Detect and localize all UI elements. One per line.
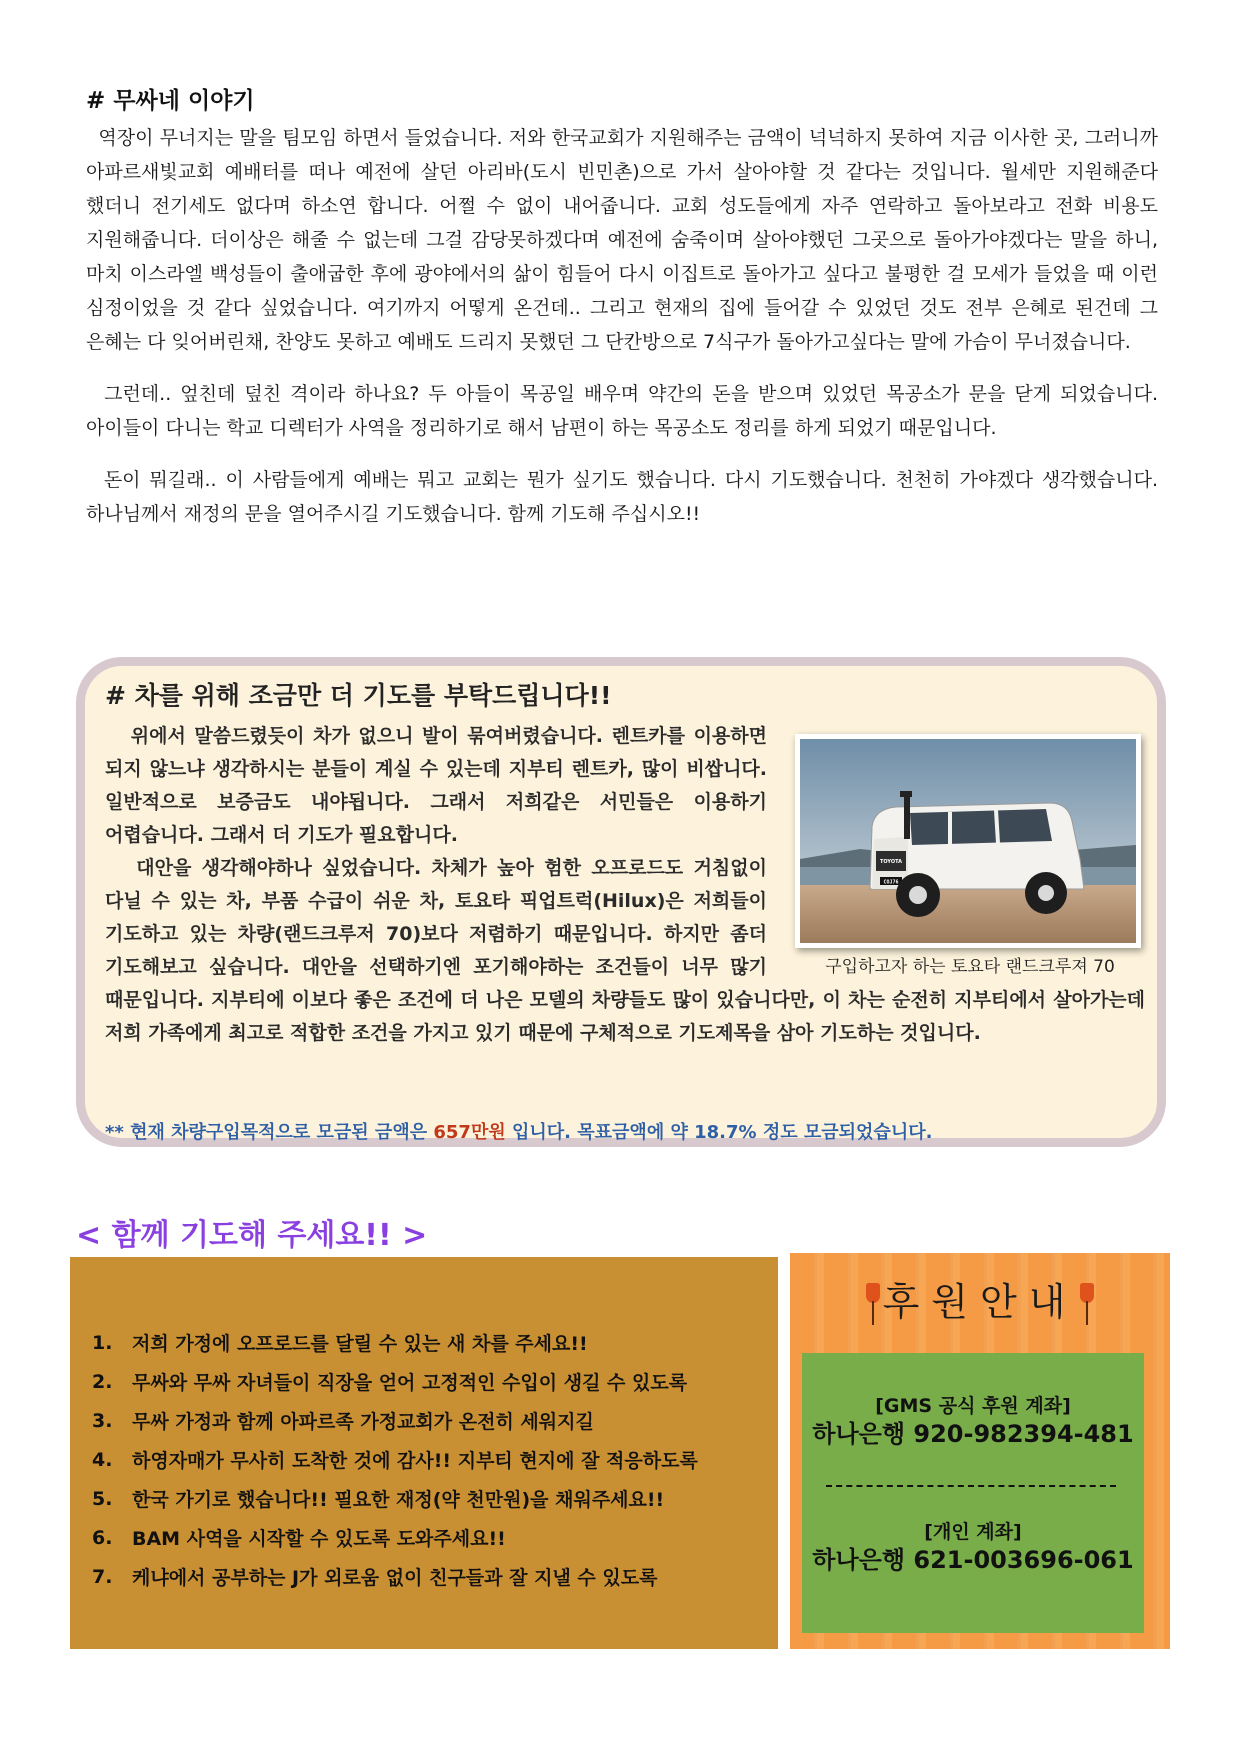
fundraising-status: ** 현재 차량구입목적으로 모금된 금액은 657만원 입니다. 목표금액에 약 18.7% 정도 모금되었습니다.	[105, 1122, 933, 1143]
prayer-item: 3. 무싸 가정과 함께 아파르족 가정교회가 온전히 세워지길	[92, 1409, 594, 1433]
car-paragraph-2: 대안을 생각해야하나 싶었습니다. 차체가 높아 험한 오프로드도 거침없이 다닐 수 있는 차, 부품 수급이 쉬운 차, 토요타 픽업트럭(Hilux)은 저희들이 기도하고 있는 차량(랜드크루저 70)보다 저렴하기 때문입니다. 하지만 좀더 기도해보고 싶습니다. 대안을 선택하기엔 포기해야하는 조건들이 너무 많기 때문입니다. 지부티에 이보다 좋은 조건에 더 나은 모델의 차량들도 많이 있습니다만, 이 차는 순전히 지부티에서 살아가는데 저희 가족에게 최고로 적합한 조건을 가지고 있기 때문에 구체적으로 기도제목을 삼아 기도하는 것입니다.	[105, 857, 1145, 1044]
prayer-item: 1. 저희 가정에 오프로드를 달릴 수 있는 새 차를 주세요!!	[92, 1331, 588, 1355]
story-paragraph-2: 그런데.. 엎친데 덮친 격이라 하나요? 두 아들이 목공일 배우며 약간의 돈을 받으며 있었던 목공소가 문을 닫게 되었습니다. 아이들이 다니는 학교 디렉터가 사역을 정리하기로 해서 남편이 하는 목공소도 정리를 하게 되었기 때문입니다.	[86, 383, 1158, 439]
pushpin-icon	[1077, 1283, 1097, 1327]
prayer-item: 7. 케냐에서 공부하는 J가 외로움 없이 친구들과 잘 지낼 수 있도록	[92, 1565, 658, 1589]
car-prayer-text	[105, 720, 1145, 1050]
prayer-item: 2. 무싸와 무싸 자녀들이 직장을 얻어 고정적인 수입이 생길 수 있도록	[92, 1370, 688, 1394]
personal-account-number: 하나은행 621-003696-061	[812, 1546, 1134, 1574]
story-heading: # 무싸네 이야기	[86, 88, 255, 114]
personal-account	[802, 1519, 1144, 1575]
prayer-item: 4. 하영자매가 무사히 도착한 것에 감사!! 지부티 현지에 잘 적응하도록	[92, 1448, 698, 1472]
car-figure	[795, 734, 1145, 978]
official-account-number: 하나은행 920-982394-481	[812, 1420, 1134, 1448]
prayer-list-box	[70, 1257, 778, 1649]
story-section	[86, 82, 1158, 549]
divider	[826, 1485, 1116, 1487]
land-cruiser-photo	[795, 734, 1141, 948]
official-account	[802, 1393, 1144, 1449]
story-paragraph-1: 역장이 무너지는 말을 팀모임 하면서 들었습니다. 저와 한국교회가 지원해주는 금액이 넉넉하지 못하여 지금 이사한 곳, 그러니까 아파르새빛교회 예배터를 떠나 예전에 살던 아리바(도시 빈민촌)으로 가서 살아야할 것 같다는 것입니다. 월세만 지원해준다 했더니 전기세도 없다며 하소연 합니다. 어쩔 수 없이 내어줍니다. 교회 성도들에게 자주 연락하고 돌아보라고 전화 비용도 지원해줍니다. 더이상은 해줄 수 없는데 그걸 감당못하겠다며 예전에 숨죽이며 살아야했던 그곳으로 돌아가야겠다는 말을 하니, 마치 이스라엘 백성들이 출애굽한 후에 광야에서의 삶이 힘들어 다시 이집트로 돌아가고 싶다고 불평한 걸 모세가 들었을 때 이런 심정이었을 것 같다 싶었습니다. 여기까지 어떻게 온건데.. 그리고 현재의 집에 들어갈 수 있었던 것도 전부 은혜로 된건데 그 은혜는 다 잊어버린채, 찬양도 못하고 예배도 드리지 못했던 그 단칸방으로 7식구가 돌아가고싶다는 말에 가슴이 무너졌습니다.	[86, 127, 1158, 353]
fund-amount: 657만원	[433, 1122, 506, 1143]
car-paragraph-1: 위에서 말씀드렸듯이 차가 없으니 발이 묶여버렸습니다. 렌트카를 이용하면 되지 않느냐 생각하시는 분들이 계실 수 있는데 지부티 렌트카, 많이 비쌉니다. 일반적으로 보증금도 내야됩니다. 그래서 저희같은 서민들은 이용하기 어렵습니다. 그래서 더 기도가 필요합니다.	[105, 725, 767, 846]
prayer-item: 6. BAM 사역을 시작할 수 있도록 도와주세요!!	[92, 1526, 506, 1550]
story-paragraph-3: 돈이 뭐길래.. 이 사람들에게 예배는 뭐고 교회는 뭔가 싶기도 했습니다. 다시 기도했습니다. 천천히 가야겠다 생각했습니다. 하나님께서 재정의 문을 열어주시길 기도했습니다. 함께 기도해 주십시오!!	[86, 469, 1158, 525]
car-prayer-heading: # 차를 위해 조금만 더 기도를 부탁드립니다!!	[105, 681, 612, 710]
grille-text: TOYOTA	[879, 859, 903, 865]
pray-together-heading: < 함께 기도해 주세요!! >	[76, 1218, 428, 1253]
prayer-list	[92, 1323, 698, 1596]
support-title: 후원안내	[790, 1279, 1170, 1327]
support-info-box	[790, 1253, 1170, 1649]
car-photo-caption: 구입하고자 하는 토요타 랜드크루져 70	[825, 957, 1115, 977]
prayer-item: 5. 한국 가기로 했습니다!! 필요한 재정(약 천만원)을 채워주세요!!	[92, 1487, 665, 1511]
personal-account-label: [개인 계좌]	[924, 1521, 1022, 1543]
support-accounts	[802, 1353, 1144, 1633]
official-account-label: [GMS 공식 후원 계좌]	[875, 1395, 1071, 1417]
car-prayer-box	[76, 657, 1166, 1147]
pushpin-icon	[863, 1283, 883, 1327]
license-plate: COJ76	[883, 879, 899, 886]
